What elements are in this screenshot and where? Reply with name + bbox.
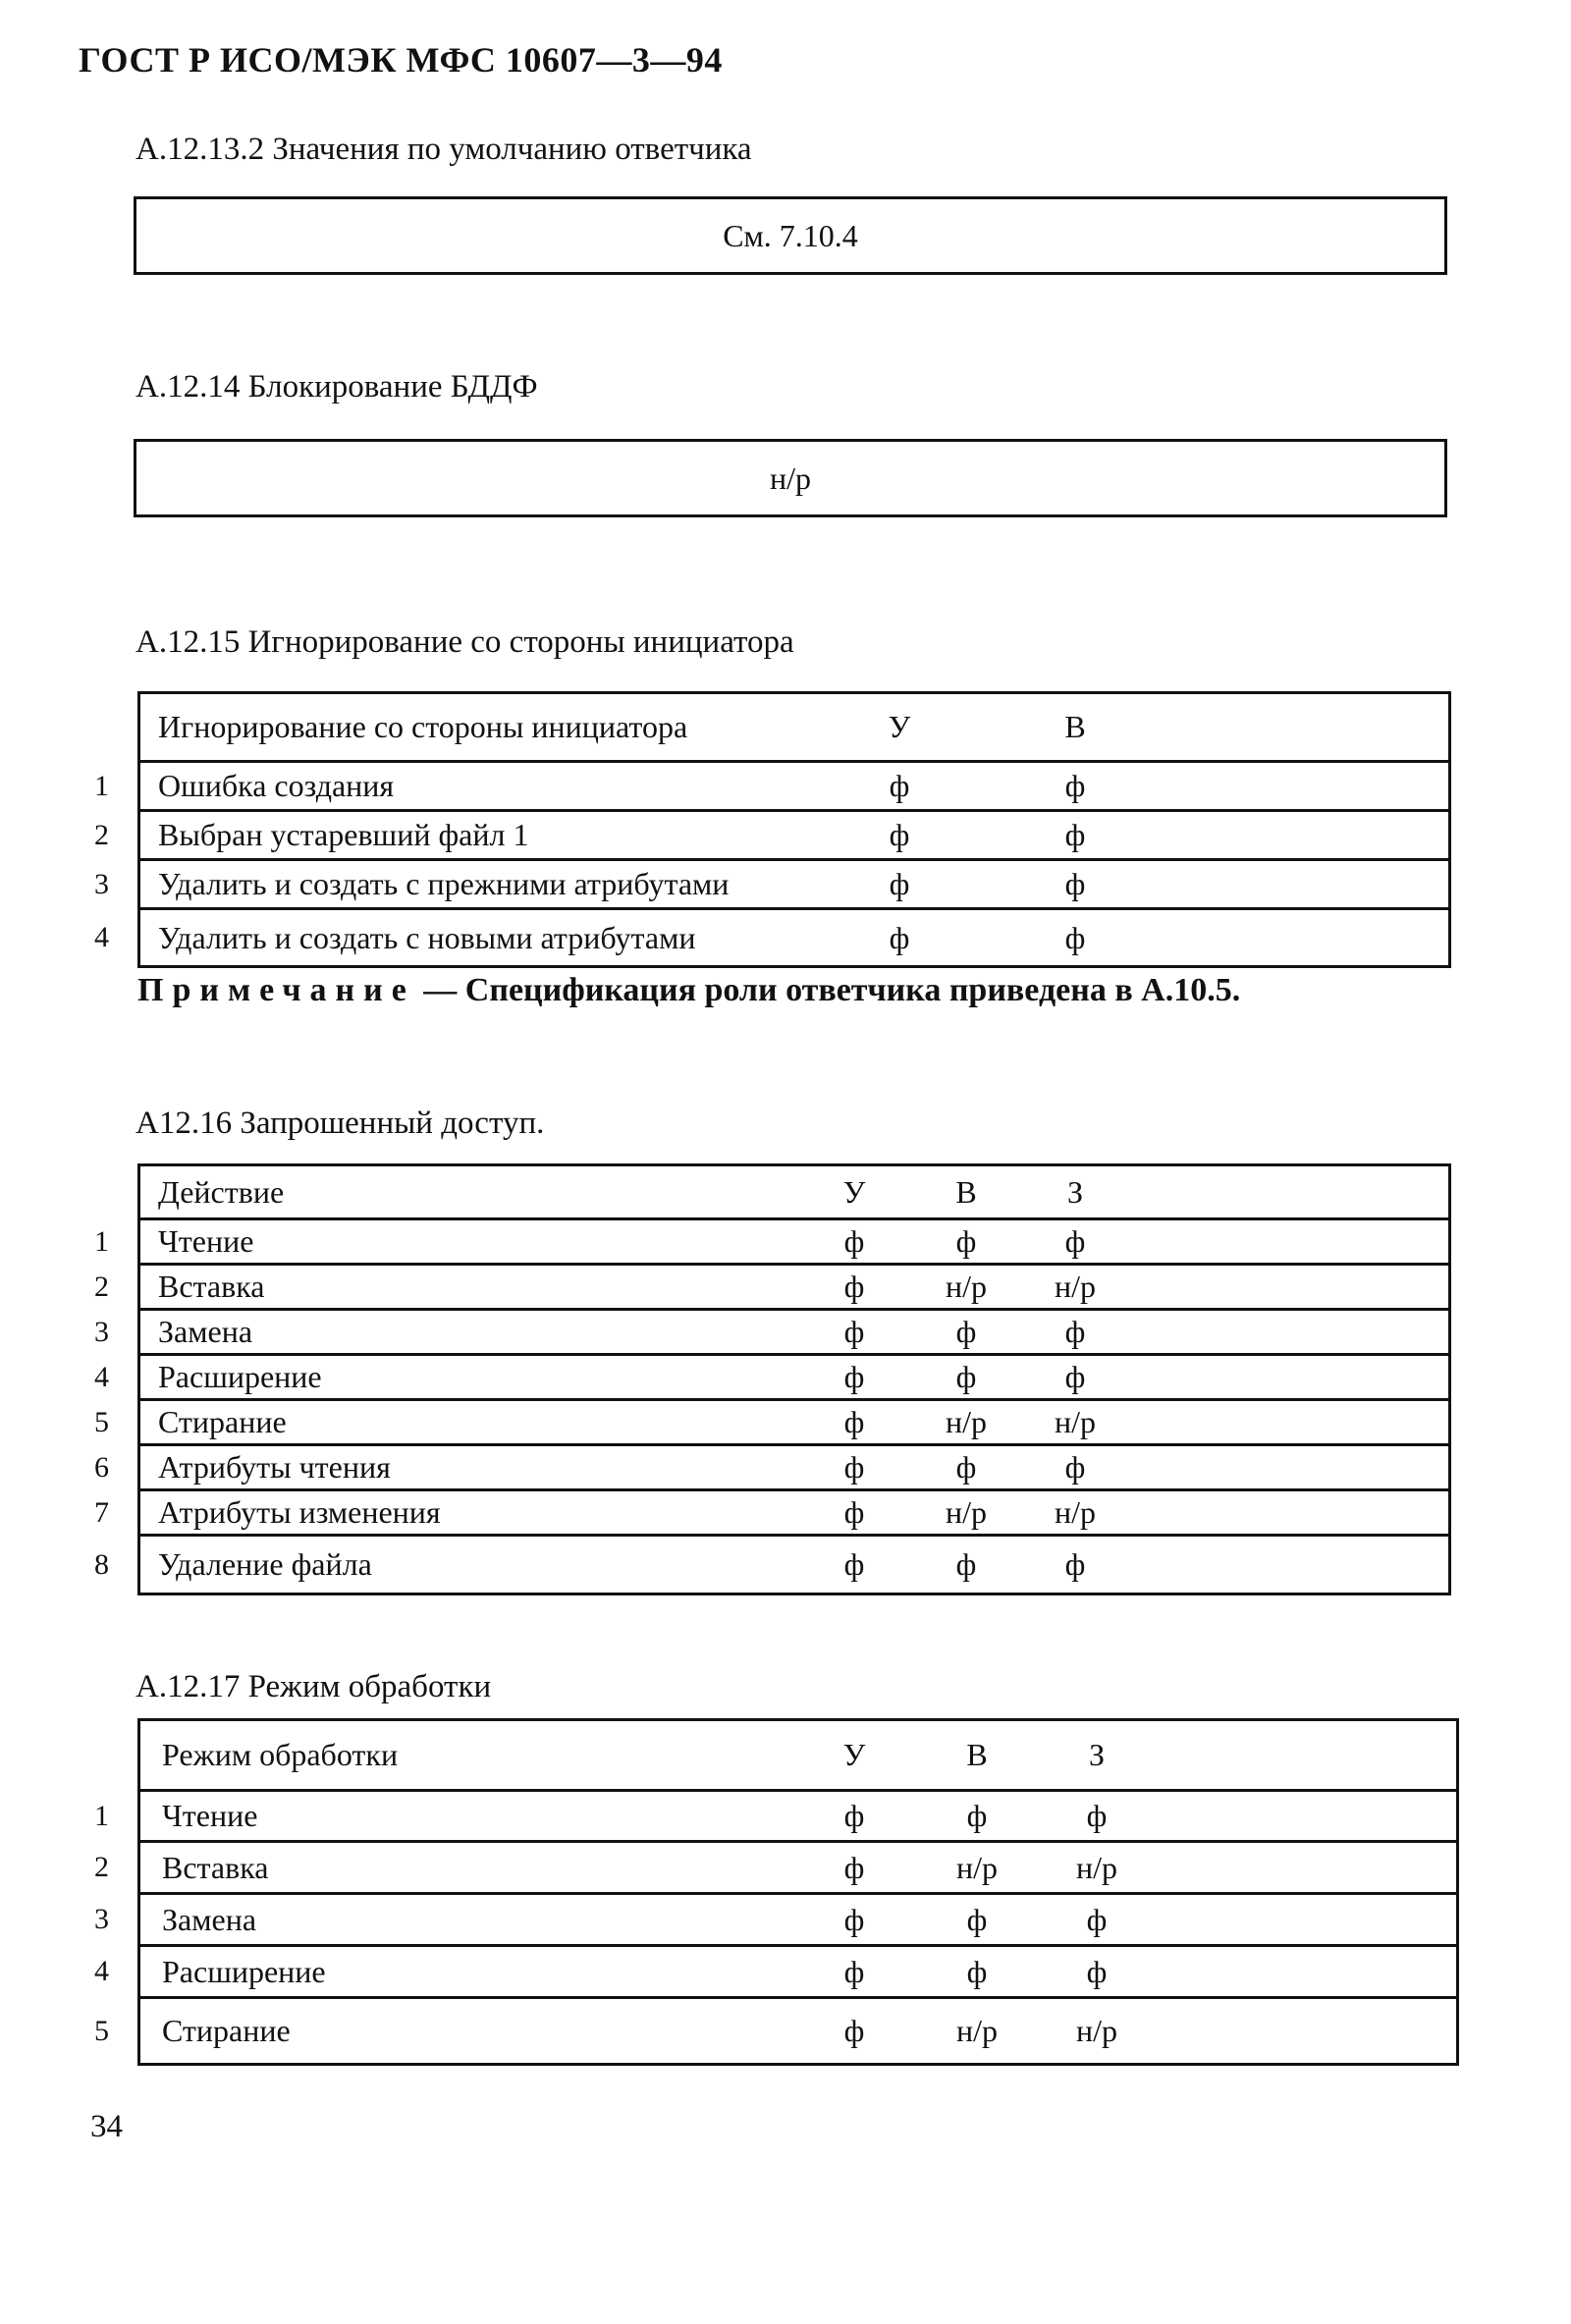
column-header-name: Режим обработки: [162, 1737, 399, 1772]
row-name: Стирание: [162, 2013, 291, 2048]
initiator-ignore-table: [94, 691, 1451, 968]
cell-v: н/р: [945, 1404, 987, 1439]
table-row: [94, 1537, 1448, 1593]
row-number: 5: [94, 2014, 109, 2047]
default-values-text: См. 7.10.4: [723, 217, 858, 253]
row-number: 2: [94, 1851, 109, 1883]
section-title-a12-13-2: А.12.13.2 Значения по умолчанию ответчика: [135, 132, 752, 167]
column-header-z: З: [1066, 1173, 1084, 1210]
cell-v: н/р: [945, 1494, 987, 1530]
note-label: Примечание: [137, 972, 415, 1008]
cell-z: ф: [1086, 1901, 1108, 1937]
cell-v: н/р: [955, 1849, 998, 1885]
cell-v: ф: [1064, 817, 1086, 852]
table-row: [94, 1843, 1456, 1895]
row-number: 1: [94, 1799, 109, 1832]
row-name: Атрибуты изменения: [158, 1494, 441, 1530]
cell-z: ф: [1086, 1953, 1108, 1989]
table-header-row: [140, 1721, 1456, 1792]
row-name: Чтение: [162, 1798, 258, 1833]
section-title-a12-16: А12.16 Запрошенный доступ.: [135, 1106, 545, 1141]
cell-v: ф: [966, 1901, 988, 1937]
table-row: [94, 812, 1448, 861]
row-name: Расширение: [158, 1359, 322, 1394]
column-header-name: Действие: [158, 1173, 285, 1210]
cell-v: ф: [955, 1449, 977, 1485]
cell-z: н/р: [1054, 1404, 1096, 1439]
row-number: 7: [94, 1495, 109, 1529]
table-row: [94, 1446, 1448, 1491]
table-row: [94, 1401, 1448, 1446]
row-name: Вставка: [162, 1849, 269, 1885]
cell-z: н/р: [1054, 1269, 1096, 1304]
row-name: Замена: [158, 1314, 253, 1349]
row-number: 4: [94, 921, 109, 953]
cell-v: ф: [955, 1359, 977, 1394]
row-number: 3: [94, 1903, 109, 1935]
cell-z: ф: [1086, 1798, 1108, 1833]
row-number: 2: [94, 818, 109, 851]
table-row: [94, 1895, 1456, 1947]
cell-v: ф: [955, 1223, 977, 1259]
column-header-name: Игнорирование со стороны инициатора: [158, 709, 688, 744]
table-row: [94, 1999, 1456, 2063]
row-number: 3: [94, 867, 109, 900]
cell-v: ф: [955, 1546, 977, 1582]
requested-access-table: [94, 1163, 1451, 1595]
row-number: 4: [94, 1955, 109, 1987]
cell-u: ф: [889, 768, 910, 803]
row-number: 6: [94, 1450, 109, 1484]
processing-mode-table: [94, 1718, 1459, 2066]
table-row: [94, 763, 1448, 812]
cell-u: ф: [843, 1359, 865, 1394]
row-name: Атрибуты чтения: [158, 1449, 391, 1485]
cell-v: н/р: [955, 2013, 998, 2048]
column-header-u: У: [842, 1737, 866, 1772]
row-number: 3: [94, 1315, 109, 1348]
cell-z: н/р: [1075, 1849, 1117, 1885]
row-name: Замена: [162, 1901, 257, 1937]
locking-text: н/р: [769, 459, 811, 496]
document-header: ГОСТ Р ИСО/МЭК МФС 10607—3—94: [79, 40, 723, 80]
cell-z: ф: [1064, 1359, 1086, 1394]
cell-u: ф: [843, 1798, 865, 1833]
cell-u: ф: [843, 1901, 865, 1937]
row-name: Удалить и создать с прежними атрибутами: [158, 866, 730, 901]
cell-z: н/р: [1054, 1494, 1096, 1530]
table-note: [137, 972, 1240, 1009]
row-number: 1: [94, 769, 109, 802]
row-number: 1: [94, 1224, 109, 1258]
cell-u: ф: [889, 866, 910, 901]
cell-v: н/р: [945, 1269, 987, 1304]
cell-u: ф: [843, 1449, 865, 1485]
default-values-box: [134, 196, 1447, 275]
table-row: [94, 861, 1448, 910]
row-name: Чтение: [158, 1223, 254, 1259]
row-number: 5: [94, 1405, 109, 1438]
cell-u: ф: [843, 1404, 865, 1439]
cell-v: ф: [1064, 919, 1086, 955]
table-row: [94, 1792, 1456, 1843]
cell-z: н/р: [1075, 2013, 1117, 2048]
cell-z: ф: [1064, 1223, 1086, 1259]
column-header-v: В: [1064, 709, 1086, 744]
cell-u: ф: [889, 817, 910, 852]
row-number: 2: [94, 1270, 109, 1303]
cell-v: ф: [1064, 768, 1086, 803]
table-row: [94, 1356, 1448, 1401]
table-row: [94, 910, 1448, 965]
row-name: Выбран устаревший файл 1: [158, 817, 529, 852]
cell-u: ф: [889, 919, 910, 955]
row-name: Удаление файла: [158, 1546, 372, 1582]
table-header-row: [140, 694, 1448, 763]
column-header-z: З: [1088, 1737, 1106, 1772]
section-title-a12-15: А.12.15 Игнорирование со стороны инициатора: [135, 624, 794, 660]
table-row: [94, 1311, 1448, 1356]
cell-u: ф: [843, 2013, 865, 2048]
table-row: [94, 1491, 1448, 1537]
table-row: [94, 1947, 1456, 1999]
cell-u: ф: [843, 1849, 865, 1885]
cell-u: ф: [843, 1269, 865, 1304]
column-header-v: В: [955, 1173, 977, 1210]
row-name: Ошибка создания: [158, 768, 395, 803]
cell-u: ф: [843, 1953, 865, 1989]
column-header-u: У: [842, 1173, 866, 1210]
row-number: 4: [94, 1360, 109, 1393]
column-header-u: У: [888, 709, 911, 744]
cell-z: ф: [1064, 1449, 1086, 1485]
table-row: [94, 1220, 1448, 1266]
section-title-a12-17: А.12.17 Режим обработки: [135, 1669, 492, 1704]
table-header-row: [140, 1166, 1448, 1220]
column-header-v: В: [966, 1737, 988, 1772]
cell-u: ф: [843, 1494, 865, 1530]
note-text: — Спецификация роли ответчика приведена в А.10.5.: [414, 972, 1241, 1008]
table-row: [94, 1266, 1448, 1311]
cell-v: ф: [1064, 866, 1086, 901]
row-name: Расширение: [162, 1953, 326, 1989]
cell-v: ф: [955, 1314, 977, 1349]
cell-v: ф: [966, 1953, 988, 1989]
locking-box: [134, 439, 1447, 517]
cell-u: ф: [843, 1314, 865, 1349]
cell-z: ф: [1064, 1546, 1086, 1582]
page-number: 34: [90, 2109, 123, 2144]
row-name: Удалить и создать с новыми атрибутами: [158, 919, 696, 955]
row-name: Вставка: [158, 1269, 265, 1304]
cell-u: ф: [843, 1223, 865, 1259]
cell-u: ф: [843, 1546, 865, 1582]
section-title-a12-14: А.12.14 Блокирование БДДФ: [135, 369, 538, 405]
row-name: Стирание: [158, 1404, 287, 1439]
cell-z: ф: [1064, 1314, 1086, 1349]
row-number: 8: [94, 1547, 109, 1581]
cell-v: ф: [966, 1798, 988, 1833]
